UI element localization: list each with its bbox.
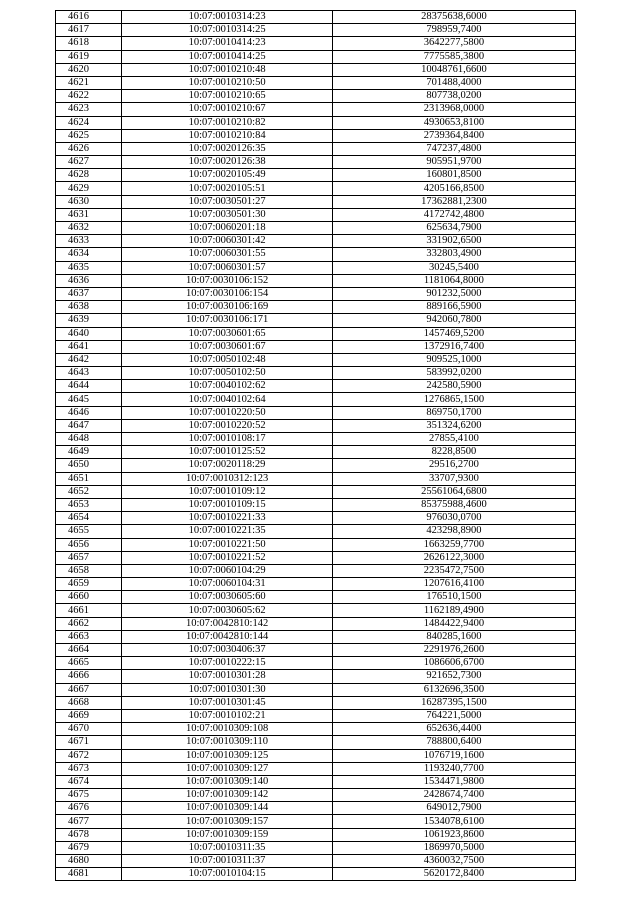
row-number-cell: 4678 (56, 828, 122, 841)
row-number-cell: 4667 (56, 683, 122, 696)
row-number-cell: 4638 (56, 301, 122, 314)
table-row (56, 683, 576, 696)
cadastral-value-cell: 921652,7300 (332, 670, 575, 683)
table-row (56, 142, 576, 155)
cadastral-value-cell: 1534471,9800 (332, 775, 575, 788)
row-number-cell: 4642 (56, 353, 122, 366)
cadastral-number-cell: 10:07:0010301:30 (122, 683, 332, 696)
cadastral-number-cell: 10:07:0030601:67 (122, 340, 332, 353)
row-number-cell: 4649 (56, 446, 122, 459)
table-row (56, 129, 576, 142)
row-number-cell: 4625 (56, 129, 122, 142)
table-row (56, 828, 576, 841)
table-row (56, 578, 576, 591)
cadastral-number-cell: 10:07:0050102:50 (122, 367, 332, 380)
row-number-cell: 4648 (56, 433, 122, 446)
row-number-cell: 4673 (56, 762, 122, 775)
table-row (56, 116, 576, 129)
table-row (56, 802, 576, 815)
row-number-cell: 4674 (56, 775, 122, 788)
cadastral-value-cell: 28375638,6000 (332, 11, 575, 24)
cadastral-number-cell: 10:07:0020126:35 (122, 142, 332, 155)
table-row (56, 182, 576, 195)
cadastral-number-cell: 10:07:0060301:57 (122, 261, 332, 274)
table-row (56, 485, 576, 498)
row-number-cell: 4630 (56, 195, 122, 208)
cadastral-value-cell: 351324,6200 (332, 419, 575, 432)
table-row (56, 841, 576, 854)
cadastral-number-cell: 10:07:0042810:144 (122, 630, 332, 643)
table-row (56, 37, 576, 50)
cadastral-value-cell: 1276865,1500 (332, 393, 575, 406)
cadastral-number-cell: 10:07:0010312:123 (122, 472, 332, 485)
table-row (56, 11, 576, 24)
row-number-cell: 4641 (56, 340, 122, 353)
cadastral-value-cell: 17362881,2300 (332, 195, 575, 208)
row-number-cell: 4620 (56, 63, 122, 76)
cadastral-value-cell: 1484422,9400 (332, 617, 575, 630)
table-row (56, 433, 576, 446)
table-row (56, 367, 576, 380)
table-row (56, 498, 576, 511)
row-number-cell: 4621 (56, 76, 122, 89)
row-number-cell: 4627 (56, 156, 122, 169)
cadastral-number-cell: 10:07:0020105:49 (122, 169, 332, 182)
cadastral-value-cell: 331902,6500 (332, 235, 575, 248)
cadastral-value-cell: 4205166,8500 (332, 182, 575, 195)
cadastral-value-cell: 2626122,3000 (332, 551, 575, 564)
cadastral-value-cell: 909525,1000 (332, 353, 575, 366)
cadastral-value-cell: 423298,8900 (332, 525, 575, 538)
row-number-cell: 4633 (56, 235, 122, 248)
table-row (56, 762, 576, 775)
cadastral-number-cell: 10:07:0010210:67 (122, 103, 332, 116)
cadastral-value-cell: 7775585,3800 (332, 50, 575, 63)
cadastral-number-cell: 10:07:0060301:55 (122, 248, 332, 261)
cadastral-number-cell: 10:07:0010311:37 (122, 855, 332, 868)
table-row (56, 340, 576, 353)
cadastral-number-cell: 10:07:0010309:157 (122, 815, 332, 828)
row-number-cell: 4659 (56, 578, 122, 591)
cadastral-value-cell: 652636,4400 (332, 723, 575, 736)
cadastral-number-cell: 10:07:0010104:15 (122, 868, 332, 881)
cadastral-number-cell: 10:07:0010210:82 (122, 116, 332, 129)
table-row (56, 538, 576, 551)
cadastral-number-cell: 10:07:0010311:35 (122, 841, 332, 854)
cadastral-number-cell: 10:07:0030501:27 (122, 195, 332, 208)
cadastral-number-cell: 10:07:0030106:169 (122, 301, 332, 314)
cadastral-value-cell: 625634,7900 (332, 222, 575, 235)
table-row (56, 393, 576, 406)
table-row (56, 591, 576, 604)
cadastral-number-cell: 10:07:0010220:52 (122, 419, 332, 432)
cadastral-number-cell: 10:07:0010210:84 (122, 129, 332, 142)
cadastral-number-cell: 10:07:0030406:37 (122, 644, 332, 657)
cadastral-number-cell: 10:07:0030106:152 (122, 274, 332, 287)
table-row (56, 235, 576, 248)
table-row (56, 90, 576, 103)
row-number-cell: 4623 (56, 103, 122, 116)
cadastral-value-cell: 583992,0200 (332, 367, 575, 380)
table-row (56, 274, 576, 287)
cadastral-number-cell: 10:07:0060104:29 (122, 564, 332, 577)
cadastral-number-cell: 10:07:0010314:25 (122, 24, 332, 37)
cadastral-value-cell: 2313968,0000 (332, 103, 575, 116)
row-number-cell: 4639 (56, 314, 122, 327)
cadastral-value-cell: 2291976,2600 (332, 644, 575, 657)
cadastral-value-cell: 10048761,6600 (332, 63, 575, 76)
row-number-cell: 4671 (56, 736, 122, 749)
table-row (56, 525, 576, 538)
table-row (56, 855, 576, 868)
cadastral-value-cell: 747237,4800 (332, 142, 575, 155)
cadastral-number-cell: 10:07:0010314:23 (122, 11, 332, 24)
row-number-cell: 4655 (56, 525, 122, 538)
cadastral-value-cell: 807738,0200 (332, 90, 575, 103)
table-row (56, 63, 576, 76)
cadastral-number-cell: 10:07:0020118:29 (122, 459, 332, 472)
cadastral-value-cell: 1534078,6100 (332, 815, 575, 828)
table-row (56, 169, 576, 182)
row-number-cell: 4670 (56, 723, 122, 736)
table-body (56, 11, 576, 881)
table-row (56, 736, 576, 749)
cadastral-number-cell: 10:07:0010309:159 (122, 828, 332, 841)
row-number-cell: 4665 (56, 657, 122, 670)
cadastral-number-cell: 10:07:0010221:50 (122, 538, 332, 551)
cadastral-value-cell: 1207616,4100 (332, 578, 575, 591)
table-row (56, 195, 576, 208)
cadastral-number-cell: 10:07:0040102:62 (122, 380, 332, 393)
cadastral-value-cell: 4172742,4800 (332, 208, 575, 221)
cadastral-value-cell: 976030,0700 (332, 512, 575, 525)
row-number-cell: 4663 (56, 630, 122, 643)
row-number-cell: 4669 (56, 709, 122, 722)
cadastral-number-cell: 10:07:0030601:65 (122, 327, 332, 340)
cadastral-number-cell: 10:07:0010309:125 (122, 749, 332, 762)
cadastral-number-cell: 10:07:0020126:38 (122, 156, 332, 169)
table-row (56, 76, 576, 89)
table-row (56, 222, 576, 235)
row-number-cell: 4637 (56, 287, 122, 300)
table-row (56, 709, 576, 722)
cadastral-value-cell: 1457469,5200 (332, 327, 575, 340)
cadastral-number-cell: 10:07:0010210:48 (122, 63, 332, 76)
cadastral-value-cell: 764221,5000 (332, 709, 575, 722)
row-number-cell: 4629 (56, 182, 122, 195)
row-number-cell: 4617 (56, 24, 122, 37)
row-number-cell: 4640 (56, 327, 122, 340)
cadastral-value-cell: 2428674,7400 (332, 789, 575, 802)
table-row (56, 868, 576, 881)
cadastral-number-cell: 10:07:0010414:23 (122, 37, 332, 50)
cadastral-number-cell: 10:07:0010109:15 (122, 498, 332, 511)
table-row (56, 314, 576, 327)
table-row (56, 723, 576, 736)
cadastral-value-cell: 1061923,8600 (332, 828, 575, 841)
table-row (56, 604, 576, 617)
cadastral-value-cell: 160801,8500 (332, 169, 575, 182)
table-row (56, 406, 576, 419)
table-row (56, 657, 576, 670)
cadastral-number-cell: 10:07:0010301:45 (122, 696, 332, 709)
cadastral-number-cell: 10:07:0010309:142 (122, 789, 332, 802)
table-row (56, 103, 576, 116)
table-row (56, 380, 576, 393)
row-number-cell: 4652 (56, 485, 122, 498)
row-number-cell: 4618 (56, 37, 122, 50)
cadastral-number-cell: 10:07:0010309:108 (122, 723, 332, 736)
row-number-cell: 4622 (56, 90, 122, 103)
row-number-cell: 4654 (56, 512, 122, 525)
cadastral-value-cell: 649012,7900 (332, 802, 575, 815)
row-number-cell: 4660 (56, 591, 122, 604)
cadastral-value-cell: 1193240,7700 (332, 762, 575, 775)
table-row (56, 789, 576, 802)
table-row (56, 815, 576, 828)
table-row (56, 670, 576, 683)
cadastral-number-cell: 10:07:0010109:12 (122, 485, 332, 498)
cadastral-number-cell: 10:07:0010210:50 (122, 76, 332, 89)
cadastral-number-cell: 10:07:0010210:65 (122, 90, 332, 103)
table-row (56, 287, 576, 300)
cadastral-value-table (55, 10, 576, 881)
row-number-cell: 4675 (56, 789, 122, 802)
cadastral-value-cell: 1162189,4900 (332, 604, 575, 617)
row-number-cell: 4616 (56, 11, 122, 24)
cadastral-value-cell: 242580,5900 (332, 380, 575, 393)
row-number-cell: 4681 (56, 868, 122, 881)
cadastral-value-cell: 30245,5400 (332, 261, 575, 274)
row-number-cell: 4677 (56, 815, 122, 828)
table-row (56, 459, 576, 472)
table-row (56, 446, 576, 459)
cadastral-number-cell: 10:07:0030106:171 (122, 314, 332, 327)
cadastral-number-cell: 10:07:0010222:15 (122, 657, 332, 670)
table-row (56, 301, 576, 314)
cadastral-value-cell: 840285,1600 (332, 630, 575, 643)
table-row (56, 419, 576, 432)
table-row (56, 749, 576, 762)
table-row (56, 512, 576, 525)
cadastral-number-cell: 10:07:0010108:17 (122, 433, 332, 446)
table-row (56, 630, 576, 643)
cadastral-number-cell: 10:07:0010301:28 (122, 670, 332, 683)
cadastral-number-cell: 10:07:0010414:25 (122, 50, 332, 63)
table-row (56, 696, 576, 709)
cadastral-number-cell: 10:07:0010102:21 (122, 709, 332, 722)
cadastral-value-cell: 2739364,8400 (332, 129, 575, 142)
cadastral-value-cell: 1086606,6700 (332, 657, 575, 670)
cadastral-number-cell: 10:07:0010309:144 (122, 802, 332, 815)
cadastral-number-cell: 10:07:0010309:140 (122, 775, 332, 788)
cadastral-number-cell: 10:07:0010221:33 (122, 512, 332, 525)
cadastral-value-cell: 27855,4100 (332, 433, 575, 446)
cadastral-value-cell: 3642277,5800 (332, 37, 575, 50)
row-number-cell: 4626 (56, 142, 122, 155)
table-row (56, 50, 576, 63)
cadastral-value-cell: 16287395,1500 (332, 696, 575, 709)
row-number-cell: 4672 (56, 749, 122, 762)
table-row (56, 261, 576, 274)
row-number-cell: 4661 (56, 604, 122, 617)
row-number-cell: 4658 (56, 564, 122, 577)
cadastral-number-cell: 10:07:0040102:64 (122, 393, 332, 406)
table-row (56, 353, 576, 366)
cadastral-value-cell: 1663259,7700 (332, 538, 575, 551)
cadastral-value-cell: 1181064,8000 (332, 274, 575, 287)
cadastral-value-cell: 798959,7400 (332, 24, 575, 37)
cadastral-value-cell: 1372916,7400 (332, 340, 575, 353)
cadastral-value-cell: 4360032,7500 (332, 855, 575, 868)
row-number-cell: 4664 (56, 644, 122, 657)
cadastral-number-cell: 10:07:0010125:52 (122, 446, 332, 459)
cadastral-number-cell: 10:07:0050102:48 (122, 353, 332, 366)
cadastral-value-cell: 901232,5000 (332, 287, 575, 300)
table-row (56, 327, 576, 340)
row-number-cell: 4624 (56, 116, 122, 129)
cadastral-number-cell: 10:07:0010309:110 (122, 736, 332, 749)
cadastral-value-cell: 905951,9700 (332, 156, 575, 169)
row-number-cell: 4666 (56, 670, 122, 683)
row-number-cell: 4631 (56, 208, 122, 221)
row-number-cell: 4680 (56, 855, 122, 868)
row-number-cell: 4679 (56, 841, 122, 854)
table-row (56, 617, 576, 630)
cadastral-number-cell: 10:07:0060104:31 (122, 578, 332, 591)
row-number-cell: 4628 (56, 169, 122, 182)
table-row (56, 775, 576, 788)
cadastral-value-cell: 5620172,8400 (332, 868, 575, 881)
table-row (56, 248, 576, 261)
cadastral-number-cell: 10:07:0030501:30 (122, 208, 332, 221)
row-number-cell: 4643 (56, 367, 122, 380)
cadastral-value-cell: 1076719,1600 (332, 749, 575, 762)
cadastral-value-cell: 85375988,4600 (332, 498, 575, 511)
cadastral-number-cell: 10:07:0010221:52 (122, 551, 332, 564)
row-number-cell: 4619 (56, 50, 122, 63)
row-number-cell: 4668 (56, 696, 122, 709)
cadastral-number-cell: 10:07:0030605:60 (122, 591, 332, 604)
table-row (56, 564, 576, 577)
row-number-cell: 4650 (56, 459, 122, 472)
cadastral-number-cell: 10:07:0042810:142 (122, 617, 332, 630)
table-row (56, 644, 576, 657)
cadastral-value-cell: 4930653,8100 (332, 116, 575, 129)
cadastral-number-cell: 10:07:0060201:18 (122, 222, 332, 235)
cadastral-number-cell: 10:07:0010309:127 (122, 762, 332, 775)
table-row (56, 156, 576, 169)
row-number-cell: 4646 (56, 406, 122, 419)
cadastral-value-cell: 25561064,6800 (332, 485, 575, 498)
row-number-cell: 4647 (56, 419, 122, 432)
row-number-cell: 4636 (56, 274, 122, 287)
cadastral-value-cell: 889166,5900 (332, 301, 575, 314)
row-number-cell: 4645 (56, 393, 122, 406)
cadastral-value-cell: 8228,8500 (332, 446, 575, 459)
cadastral-value-cell: 1869970,5000 (332, 841, 575, 854)
row-number-cell: 4644 (56, 380, 122, 393)
table-row (56, 551, 576, 564)
table-row (56, 208, 576, 221)
cadastral-value-cell: 33707,9300 (332, 472, 575, 485)
cadastral-value-cell: 332803,4900 (332, 248, 575, 261)
cadastral-number-cell: 10:07:0010221:35 (122, 525, 332, 538)
cadastral-number-cell: 10:07:0020105:51 (122, 182, 332, 195)
row-number-cell: 4635 (56, 261, 122, 274)
cadastral-value-cell: 869750,1700 (332, 406, 575, 419)
cadastral-value-cell: 942060,7800 (332, 314, 575, 327)
row-number-cell: 4656 (56, 538, 122, 551)
cadastral-number-cell: 10:07:0030605:62 (122, 604, 332, 617)
cadastral-value-cell: 29516,2700 (332, 459, 575, 472)
cadastral-value-cell: 176510,1500 (332, 591, 575, 604)
row-number-cell: 4657 (56, 551, 122, 564)
row-number-cell: 4634 (56, 248, 122, 261)
row-number-cell: 4651 (56, 472, 122, 485)
cadastral-number-cell: 10:07:0060301:42 (122, 235, 332, 248)
row-number-cell: 4676 (56, 802, 122, 815)
row-number-cell: 4662 (56, 617, 122, 630)
cadastral-number-cell: 10:07:0030106:154 (122, 287, 332, 300)
cadastral-value-cell: 2235472,7500 (332, 564, 575, 577)
table-row (56, 24, 576, 37)
cadastral-value-cell: 6132696,3500 (332, 683, 575, 696)
cadastral-value-cell: 701488,4000 (332, 76, 575, 89)
row-number-cell: 4632 (56, 222, 122, 235)
row-number-cell: 4653 (56, 498, 122, 511)
cadastral-number-cell: 10:07:0010220:50 (122, 406, 332, 419)
table-row (56, 472, 576, 485)
cadastral-value-cell: 788800,6400 (332, 736, 575, 749)
